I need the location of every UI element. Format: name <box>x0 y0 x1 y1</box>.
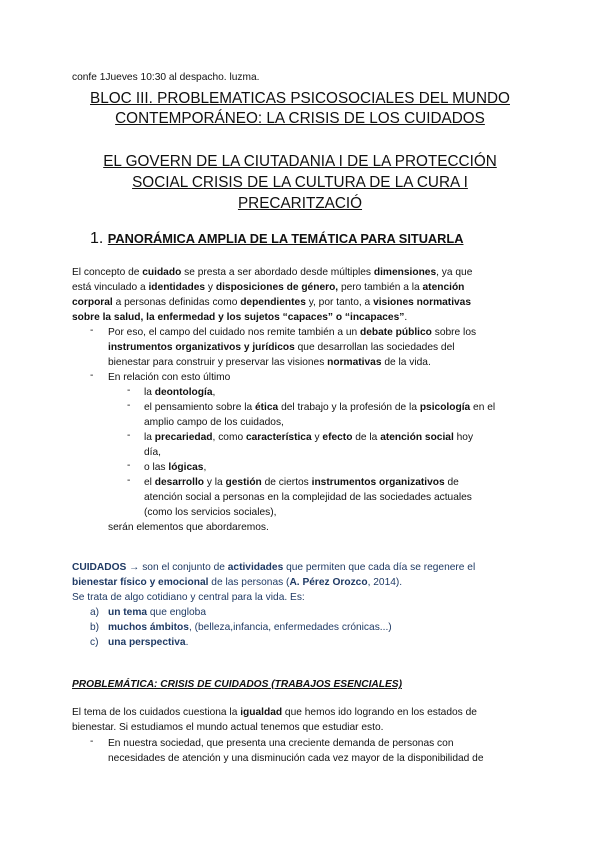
bullet-line: En relación con esto último <box>108 372 231 383</box>
bullet-line: Por eso, el campo del cuidado nos remite también a un debate público sobre los <box>108 327 477 338</box>
subbullet-line: el desarrollo y la gestión de ciertos instrumentos organizativos de <box>144 477 459 488</box>
title-line: EL GOVERN DE LA CIUTADANIA I DE LA PROTECCIÓN <box>103 153 497 170</box>
bullet-line: necesidades de atención y una disminución cada vez mayor de la disponibilidad de <box>108 753 484 764</box>
subbullet-dash: - <box>127 460 131 471</box>
subbullet-line: la deontología, <box>144 387 216 398</box>
subbullet-dash: - <box>127 385 131 396</box>
section-heading <box>90 230 463 248</box>
paragraph-line: bienestar. Si estudiamos el mundo actual tenemos que estudiar esto. <box>72 722 384 733</box>
title-line: SOCIAL CRISIS DE LA CULTURA DE LA CURA I <box>132 174 468 191</box>
section-title: PANORÁMICA AMPLIA DE LA TEMÁTICA PARA SITUARLA <box>107 231 464 246</box>
section-number: 1. <box>90 230 104 247</box>
bullet-line: instrumentos organizativos y jurídicos que desarrollan las sociedades del <box>108 342 455 353</box>
list-item: b) muchos ámbitos, (belleza,infancia, enfermedades crónicas...) <box>90 622 392 633</box>
paragraph-line: está vinculado a identidades y disposiciones de género, pero también a la atención <box>72 282 465 293</box>
subbullet-line: día, <box>144 447 161 458</box>
paragraph-line: sobre la salud, la enfermedad y los sujetos “capaces” o “incapaces”. <box>72 312 408 323</box>
subbullet-line: (como los servicios sociales), <box>144 507 277 518</box>
subbullet-dash: - <box>127 430 131 441</box>
subbullet-line: atención social a personas en la complejidad de las sociedades actuales <box>144 492 472 503</box>
closing-line: serán elementos que abordaremos. <box>108 522 269 533</box>
subbullet-line: la precariedad, como característica y efecto de la atención social hoy <box>144 432 474 443</box>
title-line: PRECARITZACIÓ <box>237 195 363 212</box>
subbullet-dash: - <box>127 400 131 411</box>
list-item: a) un tema que engloba <box>90 607 206 618</box>
bullet-line: En nuestra sociedad, que presenta una creciente demanda de personas con <box>108 738 454 749</box>
subsection-heading: PROBLEMÁTICA: CRISIS DE CUIDADOS (TRABAJOS ESENCIALES) <box>72 679 402 690</box>
definition-line: CUIDADOS → son el conjunto de actividades que permiten que cada día se regenere el <box>72 562 476 573</box>
bullet-dash: - <box>90 736 94 747</box>
title-line: BLOC III. PROBLEMATICAS PSICOSOCIALES DEL MUNDO <box>90 90 510 107</box>
subbullet-dash: - <box>127 475 131 486</box>
subbullet-line: amplio campo de los cuidados, <box>144 417 284 428</box>
paragraph-line: El concepto de cuidado se presta a ser abordado desde múltiples dimensiones, ya que <box>72 267 473 278</box>
paragraph-line: El tema de los cuidados cuestiona la igualdad que hemos ido logrando en los estados de <box>72 707 477 718</box>
definition-line: Se trata de algo cotidiano y central para la vida. Es: <box>72 592 305 603</box>
title-line: CONTEMPORÁNEO: LA CRISIS DE LOS CUIDADOS <box>115 110 485 127</box>
bullet-dash: - <box>90 325 94 336</box>
subbullet-line: o las lógicas, <box>144 462 207 473</box>
subbullet-line: el pensamiento sobre la ética del trabajo y la profesión de la psicología en el <box>144 402 496 413</box>
bullet-line: bienestar para construir y preservar las visiones normativas de la vida. <box>108 357 431 368</box>
bullet-dash: - <box>90 370 94 381</box>
definition-line: bienestar físico y emocional de las personas (A. Pérez Orozco, 2014). <box>72 577 403 588</box>
header-note: confe 1Jueves 10:30 al despacho. luzma. <box>72 72 260 83</box>
paragraph-line: corporal a personas definidas como dependientes y, por tanto, a visiones normativas <box>72 297 472 308</box>
list-item: c) una perspectiva. <box>90 637 189 648</box>
